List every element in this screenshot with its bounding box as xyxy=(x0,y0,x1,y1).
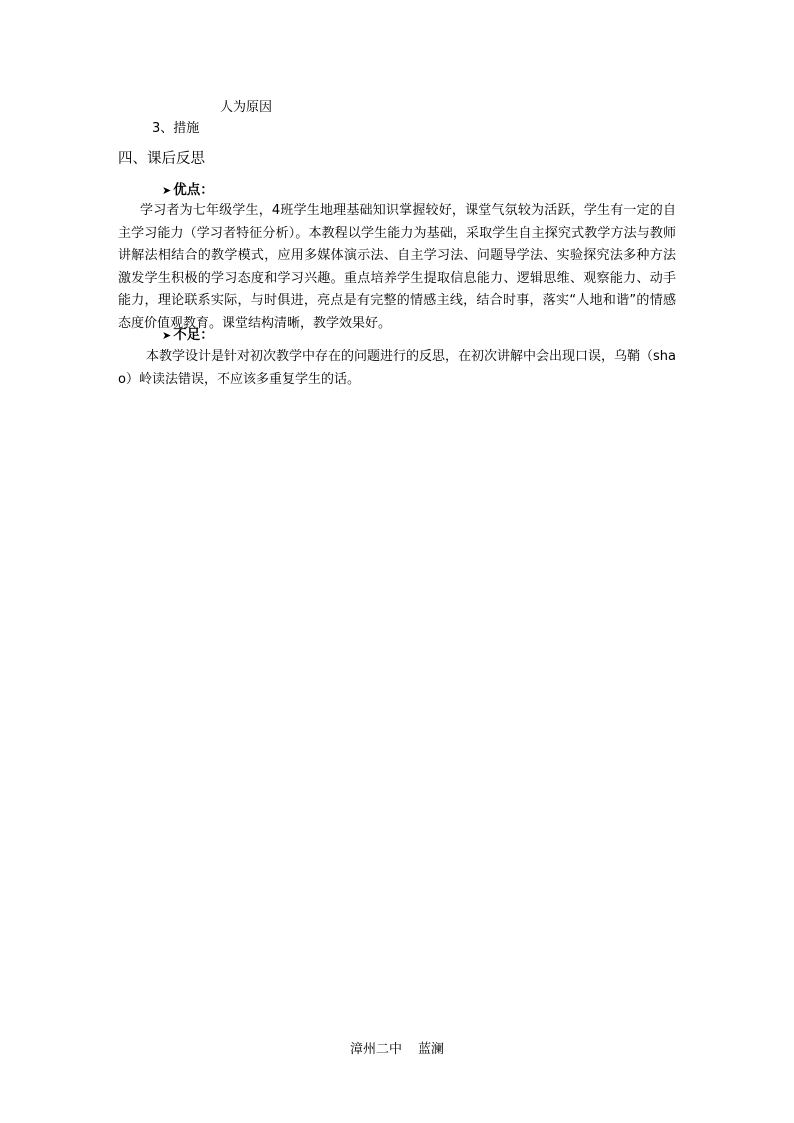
right-arrow-bullet-icon: ➤ xyxy=(162,184,172,197)
weaknesses-paragraph: 本教学设计是针对初次教学中存在的问题进行的反思，在初次讲解中会出现口误，乌鞘（shao）岭读法错误，不应该多重复学生的话。 xyxy=(118,349,676,387)
section-4-title: 四、课后反思 xyxy=(118,151,205,167)
weaknesses-title: 不足： xyxy=(173,327,214,343)
footer-school: 漳州二中 xyxy=(349,1042,402,1057)
right-arrow-bullet-icon: ➤ xyxy=(162,329,172,342)
weaknesses-heading xyxy=(162,324,214,347)
measures-heading: 3、措施 xyxy=(152,121,200,136)
footer-author: 蓝澜 xyxy=(418,1042,445,1057)
strengths-paragraph: 学习者为七年级学生，4班学生地理基础知识掌握较好，课堂气氛较为活跃，学生有一定的自主学习能力（学习者特征分析）。本教程以学生能力为基础，采取学生自主探究式教学方法与教师讲解法相结合的教学模式，应用多媒体演示法、自主学习法、问题导学法、实验探究法多种方法激发学生积极的学习态度和学习兴趣。重点培养学生提取信息能力、逻辑思维、观察能力、动手能力，理论联系实际，与时俱进，亮点是有完整的情感主线，结合时事，落实“人地和谐”的情感态度价值观教育。课堂结构清晰，教学效果好。 xyxy=(118,203,676,331)
page-footer xyxy=(0,1040,794,1060)
strengths-heading xyxy=(162,179,214,202)
strengths-title: 优点： xyxy=(173,182,214,198)
human-cause-line: 人为原因 xyxy=(220,100,273,115)
